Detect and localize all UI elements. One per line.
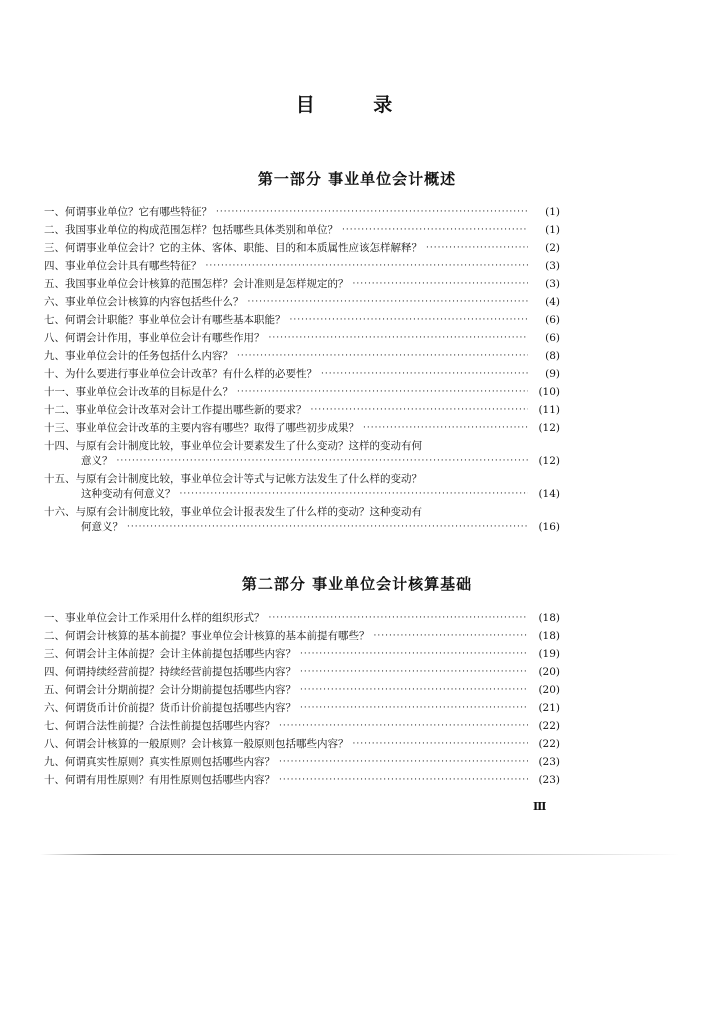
part1-heading: 第一部分 事业单位会计概述 xyxy=(257,170,457,188)
dot-leader xyxy=(117,454,529,469)
dot-leader xyxy=(248,295,529,310)
toc-entry-title: 事业单位会计改革的目标是什么？ xyxy=(75,386,233,398)
toc-entry-number: 六、 xyxy=(44,702,65,714)
toc-page-number: (6) xyxy=(545,314,560,326)
toc-page-number: (4) xyxy=(545,296,560,308)
toc-page-number: (11) xyxy=(538,404,560,416)
toc-entry[interactable] xyxy=(44,472,560,502)
toc-entry-number: 三、 xyxy=(44,648,65,660)
toc-entry-title: 何谓会计核算的一般原则？会计核算一般原则包括哪些内容？ xyxy=(65,738,349,750)
toc-entry[interactable] xyxy=(44,331,560,346)
page-title: 目 录 xyxy=(295,94,419,116)
toc-entry-number: 十二、 xyxy=(44,404,76,416)
toc-entry-number: 七、 xyxy=(44,720,65,732)
toc-entry[interactable] xyxy=(44,295,560,310)
toc-page-number: (20) xyxy=(538,684,560,696)
scan-edge-line xyxy=(40,854,680,855)
toc-entry[interactable] xyxy=(44,277,560,292)
dot-leader xyxy=(269,611,529,626)
toc-entry-title: 与原有会计制度比较，事业单位会计报表发生了什么样的变动？这种变动有 xyxy=(75,506,422,518)
toc-entry[interactable] xyxy=(44,629,560,644)
part1-toc xyxy=(44,205,560,538)
toc-entry[interactable] xyxy=(44,505,560,535)
toc-entry-title: 何谓事业单位？它有哪些特征？ xyxy=(65,206,212,218)
toc-entry[interactable] xyxy=(44,611,560,626)
toc-entry-title: 何谓会计职能？事业单位会计有哪些基本职能？ xyxy=(65,314,286,326)
toc-entry-number: 十、 xyxy=(44,368,65,380)
toc-entry-title: 事业单位会计核算的内容包括些什么？ xyxy=(65,296,244,308)
dot-leader xyxy=(353,737,529,752)
toc-page-number: (22) xyxy=(538,720,560,732)
dot-leader xyxy=(269,331,529,346)
toc-entry[interactable] xyxy=(44,719,560,734)
toc-entry-title: 何谓合法性前提？合法性前提包括哪些内容？ xyxy=(65,720,275,732)
dot-leader xyxy=(237,349,528,364)
toc-entry[interactable] xyxy=(44,421,560,436)
dot-leader xyxy=(279,755,528,770)
toc-entry-number: 八、 xyxy=(44,332,65,344)
toc-entry-title: 何谓有用性原则？有用性原则包括哪些内容？ xyxy=(65,774,275,786)
dot-leader xyxy=(426,241,528,256)
toc-entry-number: 十三、 xyxy=(44,422,76,434)
dot-leader xyxy=(206,259,529,274)
toc-entry[interactable] xyxy=(44,205,560,220)
toc-entry[interactable] xyxy=(44,259,560,274)
toc-entry-title: 何谓会计分期前提？会计分期前提包括哪些内容？ xyxy=(65,684,296,696)
toc-entry-number: 十六、 xyxy=(44,506,76,518)
toc-page-number: (2) xyxy=(545,242,560,254)
toc-entry-number: 九、 xyxy=(44,756,65,768)
toc-entry-number: 十五、 xyxy=(44,473,76,485)
toc-entry-number: 十四、 xyxy=(44,440,76,452)
toc-page-number: (16) xyxy=(538,521,560,533)
toc-entry[interactable] xyxy=(44,313,560,328)
toc-page-number: (14) xyxy=(538,488,560,500)
toc-entry-number: 二、 xyxy=(44,224,65,236)
toc-page-number: (8) xyxy=(545,350,560,362)
toc-page-number: (20) xyxy=(538,666,560,678)
toc-entry-title: 何谓真实性原则？真实性原则包括哪些内容？ xyxy=(65,756,275,768)
dot-leader xyxy=(300,665,528,680)
dot-leader xyxy=(279,719,528,734)
toc-page-number: (1) xyxy=(545,224,560,236)
dot-leader xyxy=(300,701,528,716)
toc-entry-number: 一、 xyxy=(44,612,65,624)
toc-entry[interactable] xyxy=(44,403,560,418)
toc-entry-title: 为什么要进行事业单位会计改革？有什么样的必要性？ xyxy=(65,368,317,380)
toc-entry-number: 五、 xyxy=(44,278,65,290)
dot-leader xyxy=(290,313,529,328)
toc-entry-title: 我国事业单位的构成范围怎样？包括哪些具体类别和单位？ xyxy=(65,224,338,236)
toc-entry-title: 事业单位会计改革对会计工作提出哪些新的要求？ xyxy=(75,404,307,416)
toc-entry-title: 何谓持续经营前提？持续经营前提包括哪些内容？ xyxy=(65,666,296,678)
dot-leader xyxy=(374,629,529,644)
toc-entry[interactable] xyxy=(44,755,560,770)
toc-entry-number: 十一、 xyxy=(44,386,76,398)
toc-entry-number: 十、 xyxy=(44,774,65,786)
toc-entry-number: 八、 xyxy=(44,738,65,750)
part2-heading: 第二部分 事业单位会计核算基础 xyxy=(241,575,473,593)
toc-page-number: (3) xyxy=(545,260,560,272)
toc-entry-number: 七、 xyxy=(44,314,65,326)
toc-entry-number: 二、 xyxy=(44,630,65,642)
toc-entry[interactable] xyxy=(44,647,560,662)
toc-entry-title: 事业单位会计工作采用什么样的组织形式？ xyxy=(65,612,265,624)
dot-leader xyxy=(279,773,528,788)
toc-page-number: (19) xyxy=(538,648,560,660)
dot-leader xyxy=(127,520,528,535)
toc-page-number: (10) xyxy=(538,386,560,398)
dot-leader xyxy=(300,647,528,662)
toc-entry-title: 事业单位会计的任务包括什么内容？ xyxy=(65,350,233,362)
toc-entry-title-continued: 何意义？ xyxy=(81,521,123,533)
toc-entry[interactable] xyxy=(44,665,560,680)
toc-entry-title-continued: 这种变动有何意义？ xyxy=(81,488,176,500)
toc-page-number: (3) xyxy=(545,278,560,290)
toc-page-number: (18) xyxy=(538,612,560,624)
toc-entry[interactable] xyxy=(44,737,560,752)
toc-entry[interactable] xyxy=(44,349,560,364)
toc-entry[interactable] xyxy=(44,439,560,469)
toc-page-number: (23) xyxy=(538,774,560,786)
toc-entry-number: 四、 xyxy=(44,260,65,272)
toc-page-number: (21) xyxy=(538,702,560,714)
toc-page-number: (9) xyxy=(545,368,560,380)
toc-page-number: (12) xyxy=(538,455,560,467)
toc-page-number: (12) xyxy=(538,422,560,434)
toc-page-number: (6) xyxy=(545,332,560,344)
toc-entry-number: 五、 xyxy=(44,684,65,696)
dot-leader xyxy=(353,277,529,292)
part2-toc xyxy=(44,611,560,791)
toc-entry[interactable] xyxy=(44,683,560,698)
dot-leader xyxy=(342,223,528,238)
toc-entry[interactable] xyxy=(44,241,560,256)
toc-entry[interactable] xyxy=(44,223,560,238)
toc-entry[interactable] xyxy=(44,367,560,382)
dot-leader xyxy=(321,367,528,382)
toc-entry-title: 何谓事业单位会计？它的主体、客体、职能、目的和本质属性应该怎样解释？ xyxy=(65,242,422,254)
toc-entry-title: 何谓会计作用，事业单位会计有哪些作用？ xyxy=(65,332,265,344)
toc-page-number: (1) xyxy=(545,206,560,218)
page-folio: Ⅲ xyxy=(533,800,547,813)
dot-leader xyxy=(363,421,528,436)
toc-entry[interactable] xyxy=(44,385,560,400)
toc-entry-title: 事业单位会计改革的主要内容有哪些？取得了哪些初步成果？ xyxy=(75,422,359,434)
toc-entry-title: 事业单位会计具有哪些特征？ xyxy=(65,260,202,272)
toc-entry-title: 何谓货币计价前提？货币计价前提包括哪些内容？ xyxy=(65,702,296,714)
toc-entry-title: 与原有会计制度比较，事业单位会计等式与记帐方法发生了什么样的变动？ xyxy=(75,473,422,485)
toc-entry-number: 三、 xyxy=(44,242,65,254)
toc-entry-title-continued: 意义？ xyxy=(81,455,113,467)
toc-entry-title: 何谓会计主体前提？会计主体前提包括哪些内容？ xyxy=(65,648,296,660)
toc-page-number: (23) xyxy=(538,756,560,768)
dot-leader xyxy=(180,487,529,502)
toc-entry-number: 四、 xyxy=(44,666,65,678)
dot-leader xyxy=(237,385,528,400)
dot-leader xyxy=(300,683,528,698)
toc-page-number: (22) xyxy=(538,738,560,750)
dot-leader xyxy=(216,205,528,220)
toc-entry-title: 我国事业单位会计核算的范围怎样？会计准则是怎样规定的？ xyxy=(65,278,349,290)
toc-entry-number: 一、 xyxy=(44,206,65,218)
dot-leader xyxy=(311,403,529,418)
toc-entry-number: 九、 xyxy=(44,350,65,362)
toc-entry[interactable] xyxy=(44,773,560,788)
toc-entry-title: 与原有会计制度比较，事业单位会计要素发生了什么变动？这样的变动有何 xyxy=(75,440,422,452)
toc-entry-title: 何谓会计核算的基本前提？事业单位会计核算的基本前提有哪些？ xyxy=(65,630,370,642)
toc-page-number: (18) xyxy=(538,630,560,642)
toc-entry-number: 六、 xyxy=(44,296,65,308)
toc-entry[interactable] xyxy=(44,701,560,716)
